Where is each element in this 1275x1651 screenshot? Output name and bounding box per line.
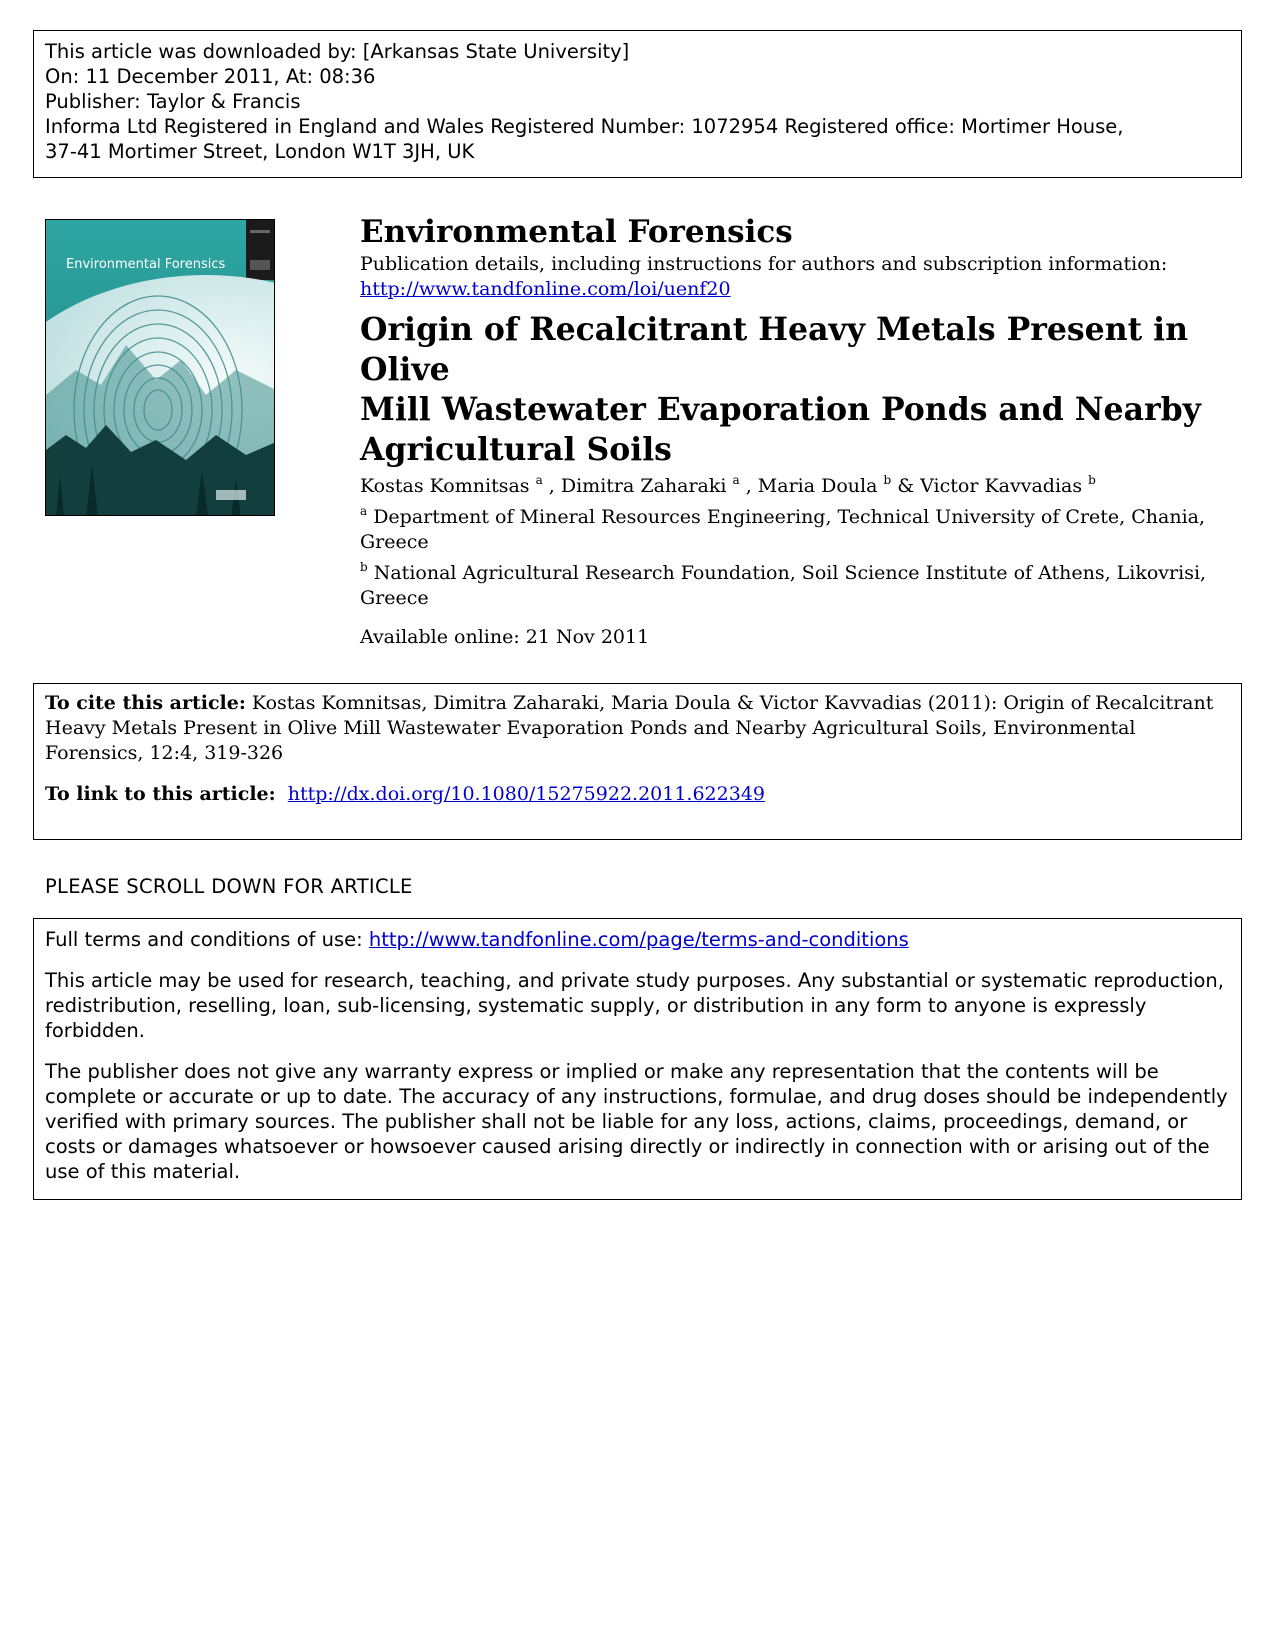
affiliation-text: Department of Mineral Resources Engineering, Technical University of Crete, Chania, Greece — [360, 506, 1206, 553]
author-name: Kostas Komnitsas — [360, 475, 530, 497]
affiliation-a — [360, 505, 1240, 555]
terms-disclaimer-paragraph: The publisher does not give any warranty express or implied or make any representation that the contents will be complete or accurate or up to date. The accuracy of any instructions, formulae, and drug doses should be independently verified with primary sources. The publisher shall not be liable for any loss, actions, claims, proceedings, demand, or costs or damages whatsoever or howsoever caused arising directly or indirectly in connection with or arising out of the use of this material. — [45, 1060, 1228, 1183]
link-label: To link to this article: — [45, 783, 276, 805]
citation-text-block — [45, 691, 1230, 766]
citation-box — [33, 683, 1242, 840]
download-date-line: On: 11 December 2011, At: 08:36 — [45, 65, 376, 88]
article-title — [360, 310, 1240, 470]
terms-intro: Full terms and conditions of use: — [45, 928, 363, 951]
address-line: 37-41 Mortimer Street, London W1T 3JH, UK — [45, 140, 475, 163]
affiliation-text: National Agricultural Research Foundation, Soil Science Institute of Athens, Likovrisi, Greece — [360, 562, 1207, 609]
article-header — [360, 212, 1240, 650]
download-info-box — [33, 30, 1242, 178]
author-affiliation-mark: a — [732, 473, 740, 487]
available-online-date: Available online: 21 Nov 2011 — [360, 626, 650, 648]
article-title-line: Mill Wastewater Evaporation Ponds and Nearby — [360, 391, 1201, 428]
journal-cover-image — [45, 219, 275, 516]
terms-intro-line — [45, 927, 1230, 952]
affiliation-mark: a — [360, 504, 368, 518]
author-name: Victor Kavvadias — [920, 475, 1083, 497]
publisher-line: Publisher: Taylor & Francis — [45, 90, 301, 113]
publication-details: Publication details, including instructions for authors and subscription information: — [360, 253, 1168, 275]
terms-link[interactable]: http://www.tandfonline.com/page/terms-and-conditions — [368, 928, 909, 951]
cite-label: To cite this article: — [45, 692, 246, 714]
download-info-line: This article was downloaded by: [Arkansas State University] — [45, 40, 630, 63]
author-affiliation-mark: b — [883, 473, 892, 487]
author-separator: & — [891, 475, 921, 497]
citation-text: Kostas Komnitsas, Dimitra Zaharaki, Maria Doula & Victor Kavvadias (2011): Origin of Recalcitrant Heavy Metals Present in Olive Mill Wastewater Evaporation Ponds and Nearby Agricultural Soils, Environmental Forensics, 12:4, 319-326 — [45, 692, 1214, 764]
cover-journal-name: Environmental Forensics — [66, 257, 226, 272]
affiliation-b — [360, 561, 1240, 611]
registration-line: Informa Ltd Registered in England and Wales Registered Number: 1072954 Registered office: Mortimer House, — [45, 115, 1124, 138]
author-list — [360, 474, 1240, 499]
journal-title: Environmental Forensics — [360, 214, 793, 250]
terms-box — [33, 918, 1242, 1200]
author-affiliation-mark: b — [1088, 473, 1096, 487]
scroll-notice: PLEASE SCROLL DOWN FOR ARTICLE — [45, 875, 413, 898]
author-separator: , — [542, 475, 561, 497]
author-affiliation-mark: a — [535, 473, 543, 487]
author-name: Maria Doula — [757, 475, 878, 497]
article-title-line: Agricultural Soils — [360, 431, 672, 468]
terms-usage-paragraph: This article may be used for research, teaching, and private study purposes. Any substantial or systematic reproduction, redistribution, reselling, loan, sub-licensing, systematic supply, or distribution in any form to anyone is expressly forbidden. — [45, 969, 1224, 1042]
author-separator: , — [739, 475, 758, 497]
author-name: Dimitra Zaharaki — [560, 475, 727, 497]
journal-url-link[interactable]: http://www.tandfonline.com/loi/uenf20 — [360, 278, 731, 300]
article-title-line: Origin of Recalcitrant Heavy Metals Present in Olive — [360, 311, 1188, 388]
affiliation-mark: b — [360, 560, 368, 574]
article-link-line — [45, 782, 1230, 807]
doi-link[interactable]: http://dx.doi.org/10.1080/15275922.2011.622349 — [287, 783, 766, 805]
